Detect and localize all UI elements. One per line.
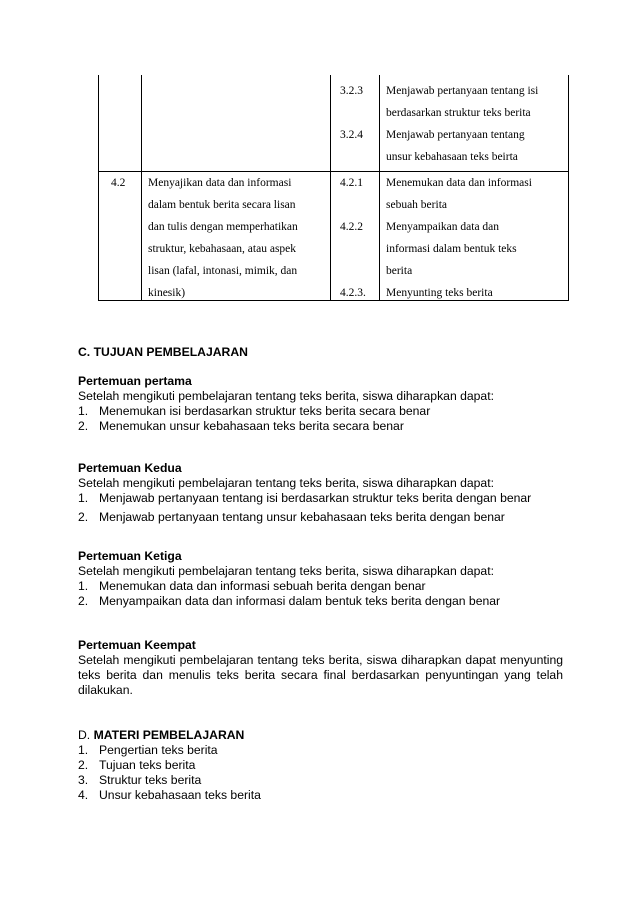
list-text: Unsur kebahasaan teks berita bbox=[99, 788, 261, 802]
list-text: Struktur teks berita bbox=[99, 773, 202, 787]
list-item bbox=[78, 419, 563, 434]
indicator-text: Menyunting teks berita bbox=[386, 287, 493, 299]
indicator-code: 3.2.4 bbox=[340, 129, 363, 141]
meeting-1 bbox=[78, 374, 563, 434]
indicator-text: Menyampaikan data dan bbox=[386, 221, 500, 233]
list-text: Menjawab pertanyaan tentang isi berdasarkan struktur teks berita dengan benar bbox=[99, 491, 532, 505]
table-row2-indicator-codes bbox=[340, 172, 366, 304]
table-column-divider bbox=[379, 75, 380, 300]
table-row1-indicator-text bbox=[386, 80, 538, 168]
section-d-letter: D. bbox=[78, 728, 91, 742]
meeting-intro: Setelah mengikuti pembelajaran tentang teks berita, siswa diharapkan dapat: bbox=[78, 476, 494, 490]
table-row1-indicator-codes bbox=[340, 80, 363, 168]
indicator-text: unsur kebahasaan teks beirta bbox=[386, 151, 518, 163]
meeting-heading: Pertemuan pertama bbox=[78, 374, 192, 388]
meeting-heading: Pertemuan Ketiga bbox=[78, 549, 182, 563]
indicator-code bbox=[340, 102, 363, 124]
indicator-code: 3.2.3 bbox=[340, 85, 363, 97]
material-list bbox=[78, 743, 563, 803]
list-text: Pengertian teks berita bbox=[99, 743, 218, 757]
list-number: 2. bbox=[78, 594, 89, 608]
list-item bbox=[78, 773, 563, 788]
indicator-text: Menemukan data dan informasi bbox=[386, 177, 532, 189]
competency-line: dan tulis dengan memperhatikan bbox=[148, 221, 298, 233]
competency-table bbox=[98, 75, 569, 301]
indicator-code: 4.2.3. bbox=[340, 287, 366, 299]
list-text: Menemukan data dan informasi sebuah berita dengan benar bbox=[99, 579, 426, 593]
list-number: 1. bbox=[78, 404, 89, 418]
indicator-text: sebuah berita bbox=[386, 199, 447, 211]
meeting-intro: Setelah mengikuti pembelajaran tentang teks berita, siswa diharapkan dapat: bbox=[78, 389, 494, 403]
competency-line: Menyajikan data dan informasi bbox=[148, 177, 292, 189]
meeting-3 bbox=[78, 549, 563, 609]
section-d-title: MATERI PEMBELAJARAN bbox=[93, 728, 245, 742]
meeting-2 bbox=[78, 461, 563, 525]
indicator-text: Menjawab pertanyaan tentang bbox=[386, 129, 525, 141]
list-number: 1. bbox=[78, 579, 89, 593]
competency-line: kinesik) bbox=[148, 287, 186, 299]
list-number: 1. bbox=[78, 743, 89, 757]
meeting-heading: Pertemuan Kedua bbox=[78, 461, 182, 475]
list-text: Menemukan unsur kebahasaan teks berita secara benar bbox=[99, 419, 404, 433]
list-number: 1. bbox=[78, 491, 89, 505]
list-text: Menyampaikan data dan informasi dalam bentuk teks berita dengan benar bbox=[99, 594, 501, 608]
list-item bbox=[78, 491, 563, 506]
indicator-code bbox=[340, 194, 366, 216]
list-number: 2. bbox=[78, 419, 89, 433]
list-item bbox=[78, 594, 563, 609]
indicator-code bbox=[340, 146, 363, 168]
indicator-code bbox=[340, 238, 366, 260]
indicator-code bbox=[340, 260, 366, 282]
meeting-heading: Pertemuan Keempat bbox=[78, 638, 196, 652]
objective-list bbox=[78, 404, 563, 434]
competency-number: 4.2 bbox=[111, 177, 126, 189]
objective-list bbox=[78, 491, 563, 525]
list-number: 3. bbox=[78, 773, 89, 787]
list-item bbox=[78, 510, 563, 525]
list-text: Tujuan teks berita bbox=[99, 758, 196, 772]
table-column-divider bbox=[141, 75, 142, 300]
list-item bbox=[78, 788, 563, 803]
competency-description bbox=[148, 172, 298, 304]
list-text: Menjawab pertanyaan tentang unsur kebahasaan teks berita dengan benar bbox=[99, 510, 505, 524]
indicator-text: Menjawab pertanyaan tentang isi bbox=[386, 85, 539, 97]
list-item bbox=[78, 404, 563, 419]
indicator-text: berita bbox=[386, 265, 413, 277]
meeting-paragraph: Setelah mengikuti pembelajaran tentang teks berita, siswa diharapkan dapat menyunting teks berita dan menulis teks berita secara final berdasarkan penyuntingan yang telah dilakukan. bbox=[78, 653, 563, 697]
section-d-title-row bbox=[78, 728, 563, 743]
list-number: 4. bbox=[78, 788, 89, 802]
section-c-title: C. TUJUAN PEMBELAJARAN bbox=[78, 345, 248, 359]
indicator-code: 4.2.1 bbox=[340, 177, 363, 189]
table-row2-indicator-text bbox=[386, 172, 532, 304]
list-number: 2. bbox=[78, 758, 89, 772]
list-item bbox=[78, 579, 563, 594]
objective-list bbox=[78, 579, 563, 609]
meeting-4 bbox=[78, 638, 563, 698]
list-number: 2. bbox=[78, 510, 89, 524]
list-item bbox=[78, 758, 563, 773]
section-c bbox=[78, 345, 563, 360]
competency-line: struktur, kebahasaan, atau aspek bbox=[148, 243, 297, 255]
indicator-text: informasi dalam bentuk teks bbox=[386, 243, 517, 255]
indicator-code: 4.2.2 bbox=[340, 221, 363, 233]
meeting-intro: Setelah mengikuti pembelajaran tentang teks berita, siswa diharapkan dapat: bbox=[78, 564, 494, 578]
section-d bbox=[78, 728, 563, 803]
list-item bbox=[78, 743, 563, 758]
indicator-text: berdasarkan struktur teks berita bbox=[386, 107, 531, 119]
competency-line: dalam bentuk berita secara lisan bbox=[148, 199, 296, 211]
competency-line: lisan (lafal, intonasi, mimik, dan bbox=[148, 265, 298, 277]
list-text: Menemukan isi berdasarkan struktur teks berita secara benar bbox=[99, 404, 431, 418]
table-column-divider bbox=[330, 75, 331, 300]
